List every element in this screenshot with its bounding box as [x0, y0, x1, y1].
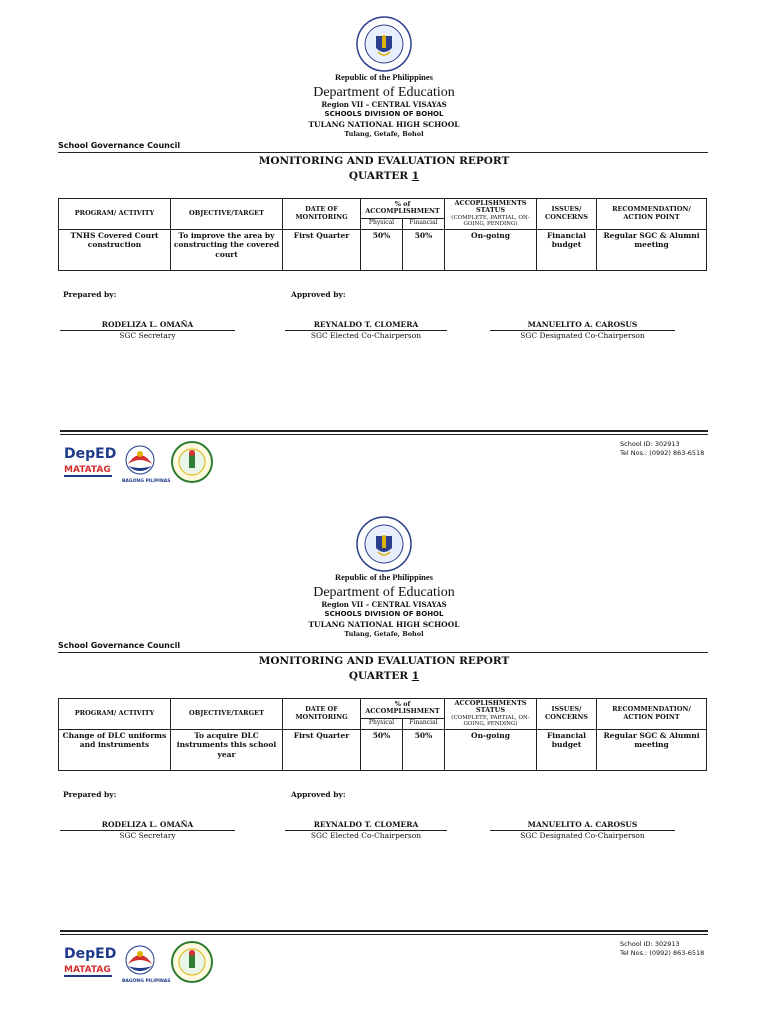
col-percent: % of ACCOMPLISHMENT	[361, 199, 445, 219]
council-label: School Governance Council	[58, 641, 181, 650]
deped-matatag-logo-icon	[64, 446, 116, 477]
col-financial: Financial	[403, 718, 445, 729]
col-status	[445, 199, 537, 230]
cell-objective: To improve the area by constructing the covered court	[171, 229, 283, 270]
signatory-role: SGC Elected Co-Chairperson	[310, 331, 422, 340]
quarter-number: 1	[411, 670, 420, 682]
col-status-note: (COMPLETE, PARTIAL, ON-GOING, PENDING)	[451, 714, 530, 728]
cell-issues: Financial budget	[537, 229, 597, 270]
col-status	[445, 699, 537, 730]
approved-by-label: Approved by:	[291, 290, 346, 299]
header-division: SCHOOLS DIVISION OF BOHOL	[324, 610, 444, 618]
header-school: TULANG NATIONAL HIGH SCHOOL	[308, 120, 460, 129]
cell-date: First Quarter	[283, 229, 361, 270]
telephone: Tel Nos.: (0992) 863-6518	[620, 449, 705, 458]
header-address: Tulang, Getafe, Bohol	[344, 130, 424, 138]
footer-logos	[62, 440, 222, 486]
school-seal-icon	[172, 442, 212, 482]
quarter-label: QUARTER	[348, 170, 409, 182]
col-physical: Physical	[361, 718, 403, 729]
footer-logos	[62, 940, 222, 986]
signatory-role: SGC Elected Co-Chairperson	[310, 831, 422, 840]
telephone: Tel Nos.: (0992) 863-6518	[620, 949, 705, 958]
school-id: School ID: 302913	[620, 440, 680, 448]
col-status-label: ACCOPLISHMENTS STATUS	[454, 699, 527, 715]
signatory-role: SGC Designated Co-Chairperson	[520, 831, 645, 840]
col-objective: OBJECTIVE/TARGET	[171, 699, 283, 730]
col-date: DATE OF MONITORING	[283, 699, 361, 730]
signatory-role: SGC Designated Co-Chairperson	[520, 331, 645, 340]
logo-matatag-text: MATATAG	[64, 965, 111, 975]
quarter-number: 1	[411, 170, 420, 182]
quarter-label: QUARTER	[348, 670, 409, 682]
table-row	[59, 229, 707, 270]
table-row	[59, 729, 707, 770]
deped-matatag-logo-icon	[64, 946, 116, 977]
footer-contact	[620, 440, 704, 459]
logo-deped-text: DepED	[64, 946, 117, 962]
col-recommendation: RECOMMENDATION/ ACTION POINT	[597, 199, 707, 230]
school-id: School ID: 302913	[620, 940, 680, 948]
cell-objective: To acquire DLC instruments this school year	[171, 729, 283, 770]
logo-matatag-text: MATATAG	[64, 465, 111, 475]
deped-seal-icon	[356, 516, 412, 572]
report-table	[58, 198, 707, 271]
col-issues: ISSUES/ CONCERNS	[537, 199, 597, 230]
prepared-by-label: Prepared by:	[63, 290, 117, 299]
header-divider	[58, 652, 708, 653]
col-program: PROGRAM/ ACTIVITY	[59, 199, 171, 230]
col-status-label: ACCOPLISHMENTS STATUS	[454, 199, 527, 215]
signatory-name: MANUELITO A. CAROSUS	[490, 320, 675, 331]
deped-seal-icon	[356, 16, 412, 72]
cell-date: First Quarter	[283, 729, 361, 770]
col-financial: Financial	[403, 218, 445, 229]
header-republic: Republic of the Philippines	[334, 572, 433, 582]
header-school: TULANG NATIONAL HIGH SCHOOL	[308, 620, 460, 629]
col-program: PROGRAM/ ACTIVITY	[59, 699, 171, 730]
col-physical: Physical	[361, 218, 403, 229]
cell-recommendation: Regular SGC & Alumni meeting	[597, 229, 707, 270]
cell-recommendation: Regular SGC & Alumni meeting	[597, 729, 707, 770]
signatory-role: SGC Secretary	[119, 831, 176, 840]
report-table	[58, 698, 707, 771]
quarter-heading	[0, 170, 768, 182]
cell-status: On-going	[445, 229, 537, 270]
cell-physical: 50%	[361, 729, 403, 770]
signatory-role: SGC Secretary	[119, 331, 176, 340]
col-issues: ISSUES/ CONCERNS	[537, 699, 597, 730]
school-seal-icon	[172, 942, 212, 982]
header-department: Department of Education	[313, 85, 455, 100]
cell-status: On-going	[445, 729, 537, 770]
report-title: MONITORING AND EVALUATION REPORT	[258, 155, 510, 167]
footer-divider-thin	[60, 934, 708, 935]
cell-issues: Financial budget	[537, 729, 597, 770]
header-division: SCHOOLS DIVISION OF BOHOL	[324, 110, 444, 118]
header-divider	[58, 152, 708, 153]
footer-divider	[60, 930, 708, 932]
header-region: Region VII – CENTRAL VISAYAS	[321, 600, 447, 609]
col-recommendation: RECOMMENDATION/ ACTION POINT	[597, 699, 707, 730]
signatory-name: REYNALDO T. CLOMERA	[285, 320, 447, 331]
prepared-by-label: Prepared by:	[63, 790, 117, 799]
report-page-2	[0, 500, 768, 1005]
bagong-pilipinas-logo-icon	[122, 946, 170, 984]
col-date: DATE OF MONITORING	[283, 199, 361, 230]
signatory-name: MANUELITO A. CAROSUS	[490, 820, 675, 831]
logo-deped-text: DepED	[64, 446, 117, 462]
approved-by-label: Approved by:	[291, 790, 346, 799]
header-address: Tulang, Getafe, Bohol	[344, 630, 424, 638]
cell-financial: 50%	[403, 229, 445, 270]
report-page-1	[0, 0, 768, 505]
logo-bagong-text: BAGONG PILIPINAS	[122, 479, 171, 484]
footer-divider-thin	[60, 434, 708, 435]
quarter-heading	[0, 670, 768, 682]
signatory-name: REYNALDO T. CLOMERA	[285, 820, 447, 831]
logo-bagong-text: BAGONG PILIPINAS	[122, 979, 171, 984]
col-objective: OBJECTIVE/TARGET	[171, 199, 283, 230]
footer-contact	[620, 940, 704, 959]
cell-physical: 50%	[361, 229, 403, 270]
header-department: Department of Education	[313, 585, 455, 600]
cell-financial: 50%	[403, 729, 445, 770]
council-label: School Governance Council	[58, 141, 181, 150]
cell-program: TNHS Covered Court construction	[59, 229, 171, 270]
header-region: Region VII – CENTRAL VISAYAS	[321, 100, 447, 109]
col-percent: % of ACCOMPLISHMENT	[361, 699, 445, 719]
col-status-note: (COMPLETE, PARTIAL, ON-GOING, PENDING)	[451, 214, 530, 228]
header-republic: Republic of the Philippines	[334, 72, 433, 82]
signatory-name: RODELIZA L. OMAÑA	[60, 820, 235, 831]
cell-program: Change of DLC uniforms and instruments	[59, 729, 171, 770]
report-title: MONITORING AND EVALUATION REPORT	[258, 655, 510, 667]
footer-divider	[60, 430, 708, 432]
signatory-name: RODELIZA L. OMAÑA	[60, 320, 235, 331]
bagong-pilipinas-logo-icon	[122, 446, 170, 484]
